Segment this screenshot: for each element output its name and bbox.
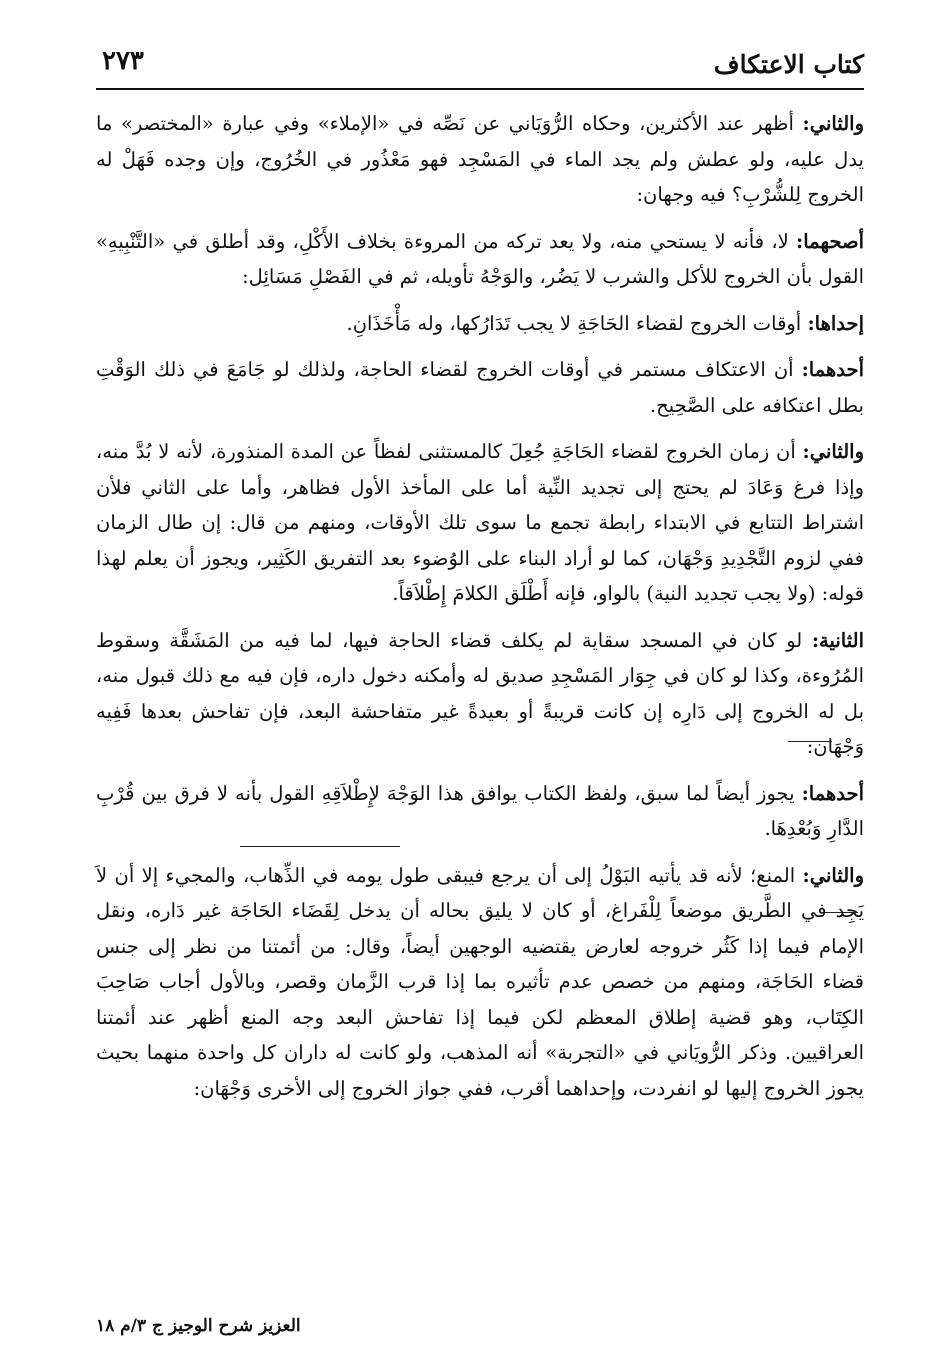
paragraph-text: يجوز أيضاً لما سبق، ولفظ الكتاب يوافق هذا الوَجْهَ لإِطْلاَقِهِ القول بأنه لا فرق بين قُرْبِ الدَّارِ وَبُعْدِهَا. [96,781,864,840]
page-footer: العزيز شرح الوجيز ج ٣/م ١٨ [96,1316,301,1336]
paragraph-lead: أحدهما: [801,358,865,381]
paragraph-text: أن زمان الخروج لقضاء الحَاجَةِ جُعِلَ كالمستثنى لفظاً عن المدة المنذورة، لأنه لا بُدَّ منه، وإذا فرغ وَعَادَ لم يحتج إلى تجديد النِّية أما على المأخذ الأول فظاهر، وأما على الثاني فلأن اشتراط التتابع في الابتداء رابطة تجمع ما سوى تلك الأوقات، ومنهم من قال: إن طال الزمان ففي لزوم التَّجْدِيدِ وَجْهَان، كما لو أراد البناء على الوُضوء بعد التفريق الكَثِير، ويجوز أن يعلم لهذا قوله: (ولا يجب تجديد النية) بالواو، فإنه أَطْلَق الكلامَ إِطْلاَقاً. [96,440,864,605]
paragraph-lead: والثاني: [802,440,864,463]
margin-pen-mark [822,912,858,913]
page-body [96,106,864,1117]
paragraph-text: أوقات الخروج لقضاء الحَاجَةِ لا يجب تَدَارُكها، وله مَأْخَذَانِ. [346,311,802,335]
paragraph-text: أظهر عند الأكثرين، وحكاه الرُّوَيَاني عن نَصِّه في «الإملاء» وفي عبارة «المختصر» ما يدل عليه، ولو عطش ولم يجد الماء في المَسْجِد فهو مَعْذُور في الخُرُوج، وإن وجده فَهَلْ له الخروج لِلشُّرْبِ؟ فيه وجهان: [96,112,864,206]
paragraph [96,623,864,765]
paragraph-lead: والثاني: [802,863,865,887]
paragraph [96,776,864,847]
paragraph [96,224,864,295]
paragraph-text: أن الاعتكاف مستمر في أوقات الخروج لقضاء الحاجة، ولذلك لو جَامَعَ في ذلك الوَقْتِ بطل اعتكافه على الصَّحِيح. [96,358,864,417]
paragraph-lead: أصحهما: [796,229,865,253]
chapter-title: كتاب الاعتكاف [713,50,864,79]
paragraph [96,306,864,342]
paragraph-lead: أحدهما: [801,781,865,805]
paragraph-lead: والثاني: [802,112,865,135]
page-header [96,44,864,88]
paragraph [96,106,864,213]
margin-pen-mark [788,741,832,742]
paragraph-text: لا، فأنه لا يستحي منه، ولا يعد تركه من المروءة بخلاف الأَكْلِ، وقد أطلق في «التَّنْبِيهِ» القول بأن الخروج للأكل والشرب لا يَضُر، والوَجْهُ تأويله، ثم في الفَصْلِ مَسَائِل: [96,229,864,288]
paragraph [96,434,864,612]
paragraph-lead: إحداها: [807,311,864,335]
paragraph-text: المنع؛ لأنه قد يأتيه البَوْلُ إلى أن يرجع فيبقى طول يومه في الذِّهاب، والمجيء إلا أن لاَ يَجِد في الطَّريق موضعاً لِلْفَراغ، أو كان لا يليق بحاله أن يدخل لِقَضَاء الحَاجَة غير دَاره، ونقل الإمام فيما إذا كَثُر خروجه لعارض يقتضيه الوجهين أيضاً، وقال: من أئمتنا من نظر إلى جنس قضاء الحَاجَة، ومنهم من خصص عدم تأثيره بما إذا قرب الزَّمان وقصر، وبالأول أجاب صَاحِبَ الكِتَاب، وهو قضية إطلاق المعظم لكن فيما إذا تفاحش البعد وجه المنع أظهر عند أئمتنا العراقيين. وذكر الرُّويَاني في «التجربة» أنه المذهب، ولو كانت له داران كل واحدة منهما بحيث يجوز الخروج إليها لو انفردت، وإحداهما أقرب، ففي جواز الخروج إلى الأخرى وَجْهَان: [96,863,864,1100]
page-number: ٢٧٣ [102,46,144,76]
paragraph [96,858,864,1107]
header-rule [96,88,864,90]
paragraph [96,352,864,423]
paragraph-lead: الثانية: [811,628,864,652]
paragraph-text: لو كان في المسجد سقاية لم يكلف قضاء الحاجة فيها، لما فيه من المَشَقَّة وسقوط المُرُوءة، وكذا لو كان في جِوَار المَسْجِدِ صديق له وأمكنه دخول داره، فإن فيه مع ذلك قبول منه، بل له الخروج إلى دَارِه إن كانت قريبةً أو بعيدةً غير متفاحشة البعد، فإن تفاحش بعدها فَفِيه وَجْهَان: [96,628,864,758]
handwritten-underline [240,846,400,847]
